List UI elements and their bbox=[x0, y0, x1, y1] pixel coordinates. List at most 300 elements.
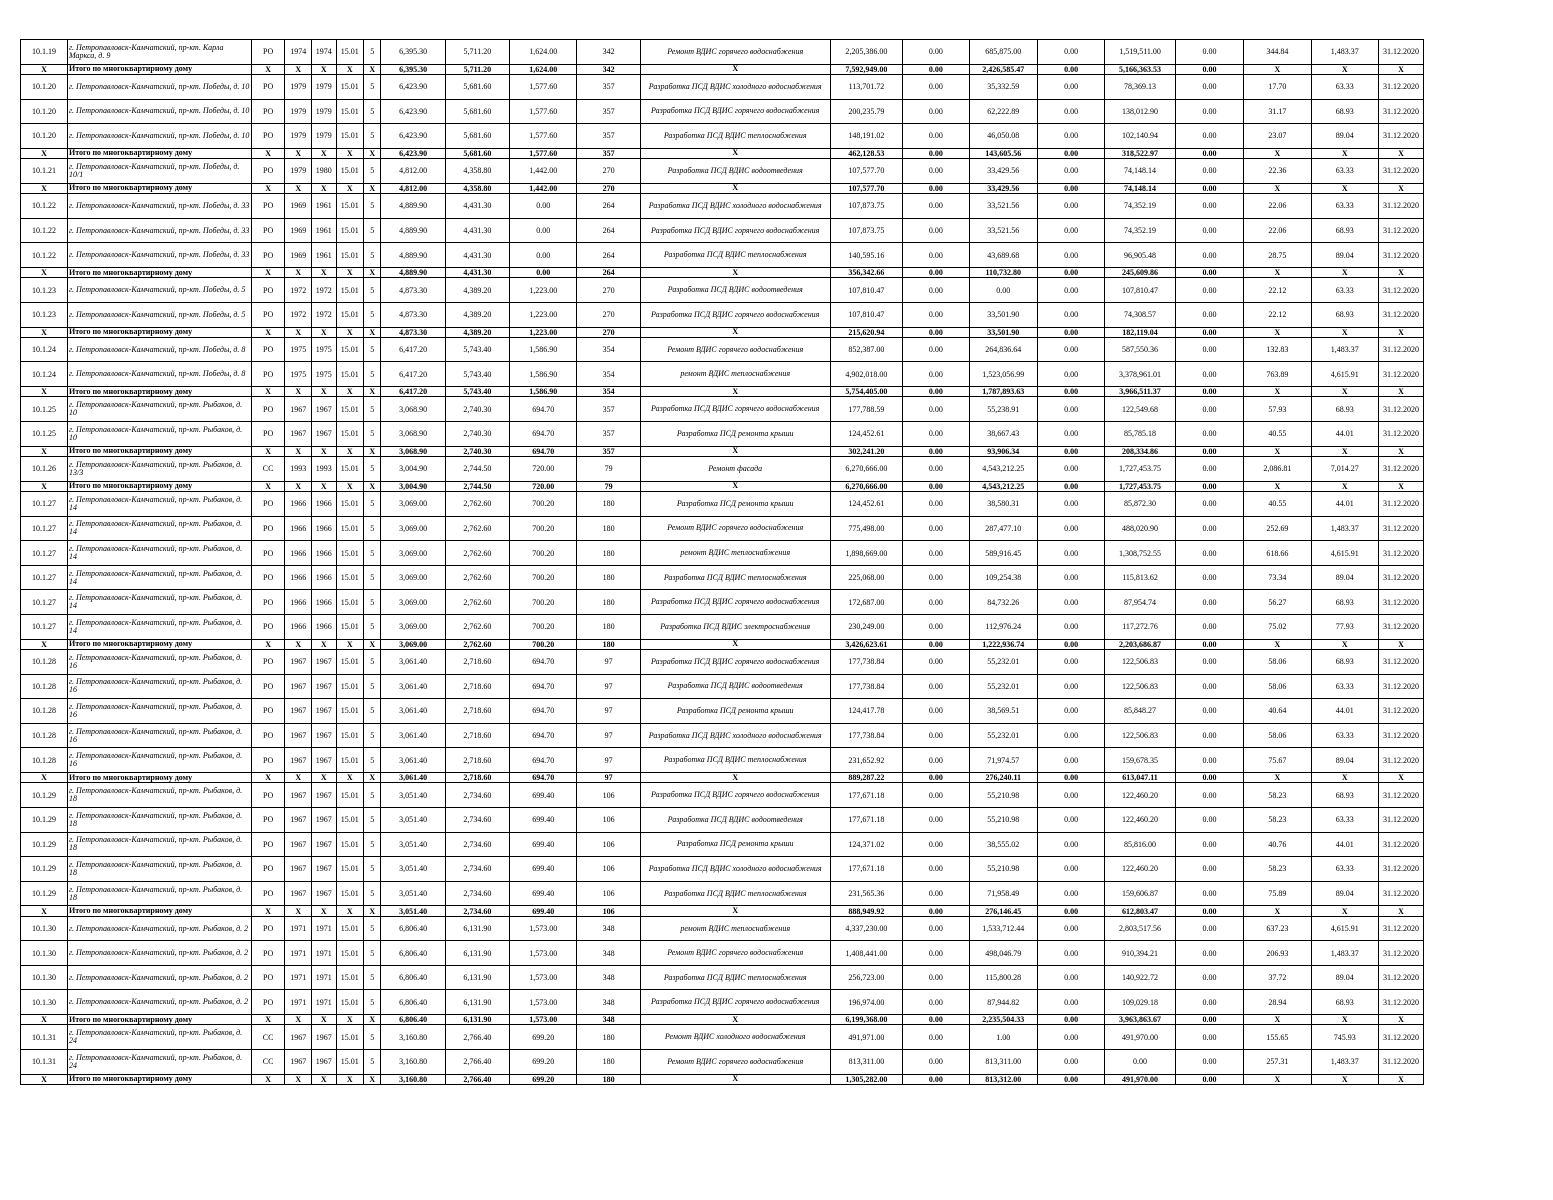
year-built-cell: X bbox=[285, 639, 312, 649]
completion-date-cell: 31.12.2020 bbox=[1378, 649, 1423, 674]
floors-cell: X bbox=[364, 1015, 381, 1025]
federal-funds-cell: 0.00 bbox=[903, 337, 969, 362]
federal-funds-cell: 0.00 bbox=[903, 906, 969, 916]
table-row bbox=[21, 337, 1424, 362]
work-type-cell: Разработка ПСД ВДИС водоотведения bbox=[640, 807, 830, 832]
total-area-cell: 3,069.00 bbox=[381, 565, 445, 590]
municipal-funds-cell: 0.00 bbox=[1037, 541, 1104, 566]
federal-funds-cell: 0.00 bbox=[903, 565, 969, 590]
year-built-cell: 1966 bbox=[285, 615, 312, 640]
cost-per-sqm-cell: 75.02 bbox=[1244, 615, 1311, 640]
federal-funds-cell: 0.00 bbox=[903, 941, 969, 966]
nonresidential-area-cell: 1,223.00 bbox=[510, 327, 577, 337]
row-number-cell: 10.1.27 bbox=[21, 565, 68, 590]
municipal-funds-cell: 0.00 bbox=[1037, 397, 1104, 422]
address-cell: г. Петропавловск-Камчатский, пр-кт. Карла Маркса, д. 9 bbox=[67, 40, 251, 65]
residential-area-cell: 4,389.20 bbox=[445, 278, 509, 303]
total-area-cell: 4,873.30 bbox=[381, 302, 445, 327]
nonresidential-area-cell: 1,442.00 bbox=[510, 183, 577, 193]
owner-funds-cell: 85,848.27 bbox=[1105, 699, 1175, 724]
completion-date-cell: 31.12.2020 bbox=[1378, 1025, 1423, 1050]
municipal-funds-cell: 0.00 bbox=[1037, 748, 1104, 773]
floors-cell: 5 bbox=[364, 1050, 381, 1075]
total-area-cell: 3,004.90 bbox=[381, 457, 445, 482]
nonresidential-area-cell: 720.00 bbox=[510, 457, 577, 482]
address-cell: г. Петропавловск-Камчатский, пр-кт. Рыбаков, д. 14 bbox=[67, 615, 251, 640]
federal-funds-cell: 0.00 bbox=[903, 990, 969, 1015]
max-cost-per-sqm-cell: 1,483.37 bbox=[1311, 40, 1378, 65]
work-type-cell: Разработка ПСД ВДИС теплоснабжения bbox=[640, 965, 830, 990]
max-cost-per-sqm-cell: 68.93 bbox=[1311, 99, 1378, 124]
regional-funds-cell: 115,800.28 bbox=[969, 965, 1037, 990]
cost-per-sqm-cell: 75.89 bbox=[1244, 881, 1311, 906]
other-funds-cell: 0.00 bbox=[1175, 218, 1243, 243]
total-area-cell: 3,051.40 bbox=[381, 881, 445, 906]
cost-per-sqm-cell: 618.66 bbox=[1244, 541, 1311, 566]
completion-date-cell: 31.12.2020 bbox=[1378, 965, 1423, 990]
address-cell: Итого по многоквартирному дому bbox=[67, 446, 251, 456]
municipal-funds-cell: 0.00 bbox=[1037, 218, 1104, 243]
total-area-cell: 3,069.00 bbox=[381, 590, 445, 615]
address-cell: г. Петропавловск-Камчатский, пр-кт. Рыбаков, д. 16 bbox=[67, 699, 251, 724]
total-area-cell: 4,812.00 bbox=[381, 159, 445, 184]
residential-area-cell: 2,766.40 bbox=[445, 1025, 509, 1050]
municipal-funds-cell: 0.00 bbox=[1037, 941, 1104, 966]
row-number-cell: 10.1.30 bbox=[21, 941, 68, 966]
total-cost-cell: 107,873.75 bbox=[830, 218, 902, 243]
total-area-cell: 4,873.30 bbox=[381, 278, 445, 303]
total-area-cell: 6,395.30 bbox=[381, 40, 445, 65]
floors-cell: 5 bbox=[364, 941, 381, 966]
residential-area-cell: 2,744.50 bbox=[445, 457, 509, 482]
completion-date-cell: 31.12.2020 bbox=[1378, 362, 1423, 387]
row-number-cell: 10.1.27 bbox=[21, 590, 68, 615]
floors-cell: 5 bbox=[364, 723, 381, 748]
owner-funds-cell: 122,460.20 bbox=[1105, 857, 1175, 882]
federal-funds-cell: 0.00 bbox=[903, 590, 969, 615]
year-built-cell: X bbox=[285, 906, 312, 916]
wall-material-cell: 15.01 bbox=[336, 941, 364, 966]
owner-funds-cell: 138,012.90 bbox=[1105, 99, 1175, 124]
floors-cell: 5 bbox=[364, 218, 381, 243]
ownership-type-cell: РО bbox=[251, 159, 285, 184]
total-area-cell: 4,812.00 bbox=[381, 183, 445, 193]
year-commissioned-cell: 1979 bbox=[312, 124, 337, 149]
total-row bbox=[21, 64, 1424, 74]
regional-funds-cell: 1,523,056.99 bbox=[969, 362, 1037, 387]
total-cost-cell: 177,738.84 bbox=[830, 674, 902, 699]
municipal-funds-cell: 0.00 bbox=[1037, 243, 1104, 268]
completion-date-cell: X bbox=[1378, 183, 1423, 193]
address-cell: Итого по многоквартирному дому bbox=[67, 64, 251, 74]
work-type-cell: X bbox=[640, 1074, 830, 1084]
other-funds-cell: 0.00 bbox=[1175, 457, 1243, 482]
residential-area-cell: 4,389.20 bbox=[445, 302, 509, 327]
federal-funds-cell: 0.00 bbox=[903, 516, 969, 541]
year-commissioned-cell: 1971 bbox=[312, 990, 337, 1015]
total-cost-cell: 888,949.92 bbox=[830, 906, 902, 916]
floors-cell: 5 bbox=[364, 832, 381, 857]
year-commissioned-cell: X bbox=[312, 64, 337, 74]
row-number-cell: X bbox=[21, 327, 68, 337]
floors-cell: 5 bbox=[364, 40, 381, 65]
table-row bbox=[21, 74, 1424, 99]
owner-funds-cell: 491,970.00 bbox=[1105, 1074, 1175, 1084]
total-cost-cell: 6,270,666.00 bbox=[830, 457, 902, 482]
year-built-cell: X bbox=[285, 64, 312, 74]
cost-per-sqm-cell: 344.84 bbox=[1244, 40, 1311, 65]
wall-material-cell: 15.01 bbox=[336, 541, 364, 566]
address-cell: г. Петропавловск-Камчатский, пр-кт. Рыбаков, д. 14 bbox=[67, 492, 251, 517]
regional-funds-cell: 55,232.01 bbox=[969, 649, 1037, 674]
regional-funds-cell: 287,477.10 bbox=[969, 516, 1037, 541]
floors-cell: X bbox=[364, 387, 381, 397]
year-built-cell: 1979 bbox=[285, 159, 312, 184]
year-commissioned-cell: X bbox=[312, 183, 337, 193]
row-number-cell: 10.1.30 bbox=[21, 965, 68, 990]
address-cell: г. Петропавловск-Камчатский, пр-кт. Рыбаков, д. 18 bbox=[67, 807, 251, 832]
owner-funds-cell: 613,047.11 bbox=[1105, 772, 1175, 782]
ownership-type-cell: РО bbox=[251, 649, 285, 674]
total-area-cell: 3,069.00 bbox=[381, 492, 445, 517]
residents-count-cell: 79 bbox=[577, 457, 640, 482]
municipal-funds-cell: 0.00 bbox=[1037, 990, 1104, 1015]
year-commissioned-cell: X bbox=[312, 481, 337, 491]
nonresidential-area-cell: 1,573.00 bbox=[510, 1015, 577, 1025]
ownership-type-cell: РО bbox=[251, 990, 285, 1015]
regional-funds-cell: 55,232.01 bbox=[969, 723, 1037, 748]
residential-area-cell: 2,734.60 bbox=[445, 832, 509, 857]
residential-area-cell: 2,718.60 bbox=[445, 723, 509, 748]
total-cost-cell: 231,652.92 bbox=[830, 748, 902, 773]
address-cell: г. Петропавловск-Камчатский, пр-кт. Победы, д. 5 bbox=[67, 302, 251, 327]
cost-per-sqm-cell: 22.06 bbox=[1244, 194, 1311, 219]
residents-count-cell: 180 bbox=[577, 565, 640, 590]
wall-material-cell: 15.01 bbox=[336, 492, 364, 517]
total-area-cell: 6,423.90 bbox=[381, 124, 445, 149]
residents-count-cell: 180 bbox=[577, 615, 640, 640]
floors-cell: 5 bbox=[364, 99, 381, 124]
wall-material-cell: 15.01 bbox=[336, 337, 364, 362]
residents-count-cell: 180 bbox=[577, 492, 640, 517]
year-built-cell: X bbox=[285, 481, 312, 491]
work-type-cell: Ремонт фасада bbox=[640, 457, 830, 482]
other-funds-cell: 0.00 bbox=[1175, 723, 1243, 748]
total-cost-cell: 6,199,368.00 bbox=[830, 1015, 902, 1025]
work-type-cell: Разработка ПСД ВДИС горячего водоснабжения bbox=[640, 590, 830, 615]
table-row bbox=[21, 881, 1424, 906]
total-area-cell: 3,069.00 bbox=[381, 516, 445, 541]
residential-area-cell: 4,431.30 bbox=[445, 243, 509, 268]
max-cost-per-sqm-cell: 4,615.91 bbox=[1311, 362, 1378, 387]
wall-material-cell: 15.01 bbox=[336, 807, 364, 832]
cost-per-sqm-cell: X bbox=[1244, 772, 1311, 782]
municipal-funds-cell: 0.00 bbox=[1037, 699, 1104, 724]
total-cost-cell: 107,873.75 bbox=[830, 194, 902, 219]
ownership-type-cell: X bbox=[251, 183, 285, 193]
federal-funds-cell: 0.00 bbox=[903, 218, 969, 243]
max-cost-per-sqm-cell: 89.04 bbox=[1311, 748, 1378, 773]
completion-date-cell: 31.12.2020 bbox=[1378, 723, 1423, 748]
owner-funds-cell: 910,394.21 bbox=[1105, 941, 1175, 966]
row-number-cell: 10.1.27 bbox=[21, 516, 68, 541]
ownership-type-cell: РО bbox=[251, 615, 285, 640]
residential-area-cell: 5,711.20 bbox=[445, 40, 509, 65]
completion-date-cell: 31.12.2020 bbox=[1378, 881, 1423, 906]
municipal-funds-cell: 0.00 bbox=[1037, 422, 1104, 447]
year-built-cell: 1967 bbox=[285, 649, 312, 674]
cost-per-sqm-cell: X bbox=[1244, 64, 1311, 74]
regional-funds-cell: 62,222.89 bbox=[969, 99, 1037, 124]
residents-count-cell: 106 bbox=[577, 857, 640, 882]
nonresidential-area-cell: 699.40 bbox=[510, 857, 577, 882]
municipal-funds-cell: 0.00 bbox=[1037, 615, 1104, 640]
total-area-cell: 3,061.40 bbox=[381, 649, 445, 674]
regional-funds-cell: 0.00 bbox=[969, 278, 1037, 303]
residents-count-cell: 264 bbox=[577, 243, 640, 268]
year-built-cell: 1967 bbox=[285, 748, 312, 773]
wall-material-cell: X bbox=[336, 1015, 364, 1025]
nonresidential-area-cell: 699.40 bbox=[510, 783, 577, 808]
cost-per-sqm-cell: 40.76 bbox=[1244, 832, 1311, 857]
row-number-cell: 10.1.20 bbox=[21, 74, 68, 99]
address-cell: Итого по многоквартирному дому bbox=[67, 148, 251, 158]
other-funds-cell: 0.00 bbox=[1175, 772, 1243, 782]
cost-per-sqm-cell: 58.23 bbox=[1244, 857, 1311, 882]
year-commissioned-cell: 1967 bbox=[312, 1025, 337, 1050]
floors-cell: 5 bbox=[364, 159, 381, 184]
other-funds-cell: 0.00 bbox=[1175, 74, 1243, 99]
table-row bbox=[21, 516, 1424, 541]
owner-funds-cell: 74,352.19 bbox=[1105, 194, 1175, 219]
total-cost-cell: 124,417.78 bbox=[830, 699, 902, 724]
ownership-type-cell: РО bbox=[251, 748, 285, 773]
year-commissioned-cell: 1967 bbox=[312, 397, 337, 422]
residential-area-cell: 4,389.20 bbox=[445, 327, 509, 337]
year-commissioned-cell: 1975 bbox=[312, 362, 337, 387]
residents-count-cell: 106 bbox=[577, 881, 640, 906]
residents-count-cell: 264 bbox=[577, 194, 640, 219]
municipal-funds-cell: 0.00 bbox=[1037, 124, 1104, 149]
cost-per-sqm-cell: 132.83 bbox=[1244, 337, 1311, 362]
residential-area-cell: 2,762.60 bbox=[445, 492, 509, 517]
total-cost-cell: 462,128.53 bbox=[830, 148, 902, 158]
year-commissioned-cell: 1971 bbox=[312, 916, 337, 941]
owner-funds-cell: 182,119.04 bbox=[1105, 327, 1175, 337]
max-cost-per-sqm-cell: 68.93 bbox=[1311, 590, 1378, 615]
completion-date-cell: 31.12.2020 bbox=[1378, 916, 1423, 941]
year-commissioned-cell: 1993 bbox=[312, 457, 337, 482]
ownership-type-cell: X bbox=[251, 906, 285, 916]
table-row bbox=[21, 457, 1424, 482]
regional-funds-cell: 264,836.64 bbox=[969, 337, 1037, 362]
year-built-cell: 1966 bbox=[285, 492, 312, 517]
municipal-funds-cell: 0.00 bbox=[1037, 148, 1104, 158]
total-cost-cell: 215,620.94 bbox=[830, 327, 902, 337]
max-cost-per-sqm-cell: 63.33 bbox=[1311, 674, 1378, 699]
floors-cell: 5 bbox=[364, 124, 381, 149]
table-row bbox=[21, 159, 1424, 184]
work-type-cell: X bbox=[640, 387, 830, 397]
row-number-cell: 10.1.31 bbox=[21, 1025, 68, 1050]
work-type-cell: Ремонт ВДИС горячего водоснабжения bbox=[640, 1050, 830, 1075]
floors-cell: 5 bbox=[364, 492, 381, 517]
residential-area-cell: 5,681.60 bbox=[445, 124, 509, 149]
total-cost-cell: 230,249.00 bbox=[830, 615, 902, 640]
year-commissioned-cell: 1972 bbox=[312, 302, 337, 327]
total-row bbox=[21, 387, 1424, 397]
cost-per-sqm-cell: 22.06 bbox=[1244, 218, 1311, 243]
regional-funds-cell: 33,521.56 bbox=[969, 218, 1037, 243]
cost-per-sqm-cell: 257.31 bbox=[1244, 1050, 1311, 1075]
work-type-cell: X bbox=[640, 906, 830, 916]
work-type-cell: Разработка ПСД ВДИС холодного водоснабжения bbox=[640, 857, 830, 882]
wall-material-cell: 15.01 bbox=[336, 881, 364, 906]
residential-area-cell: 2,762.60 bbox=[445, 615, 509, 640]
address-cell: г. Петропавловск-Камчатский, пр-кт. Рыбаков, д. 14 bbox=[67, 590, 251, 615]
residents-count-cell: 270 bbox=[577, 278, 640, 303]
table-row bbox=[21, 218, 1424, 243]
total-area-cell: 4,889.90 bbox=[381, 243, 445, 268]
table-row bbox=[21, 783, 1424, 808]
owner-funds-cell: 78,369.13 bbox=[1105, 74, 1175, 99]
work-type-cell: Разработка ПСД ВДИС горячего водоснабжения bbox=[640, 783, 830, 808]
nonresidential-area-cell: 700.20 bbox=[510, 516, 577, 541]
nonresidential-area-cell: 694.70 bbox=[510, 397, 577, 422]
total-cost-cell: 177,671.18 bbox=[830, 807, 902, 832]
other-funds-cell: 0.00 bbox=[1175, 832, 1243, 857]
nonresidential-area-cell: 694.70 bbox=[510, 699, 577, 724]
cost-per-sqm-cell: 155.65 bbox=[1244, 1025, 1311, 1050]
residential-area-cell: 4,431.30 bbox=[445, 194, 509, 219]
cost-per-sqm-cell: 23.07 bbox=[1244, 124, 1311, 149]
max-cost-per-sqm-cell: 63.33 bbox=[1311, 857, 1378, 882]
cost-per-sqm-cell: X bbox=[1244, 906, 1311, 916]
row-number-cell: 10.1.30 bbox=[21, 990, 68, 1015]
work-type-cell: X bbox=[640, 267, 830, 277]
federal-funds-cell: 0.00 bbox=[903, 615, 969, 640]
regional-funds-cell: 55,210.98 bbox=[969, 783, 1037, 808]
federal-funds-cell: 0.00 bbox=[903, 748, 969, 773]
table-row bbox=[21, 615, 1424, 640]
other-funds-cell: 0.00 bbox=[1175, 397, 1243, 422]
residents-count-cell: 357 bbox=[577, 446, 640, 456]
table-body bbox=[21, 40, 1424, 1085]
address-cell: Итого по многоквартирному дому bbox=[67, 481, 251, 491]
cost-per-sqm-cell: 22.12 bbox=[1244, 302, 1311, 327]
owner-funds-cell: 85,785.18 bbox=[1105, 422, 1175, 447]
row-number-cell: 10.1.28 bbox=[21, 748, 68, 773]
residential-area-cell: 2,740.30 bbox=[445, 422, 509, 447]
work-type-cell: ремонт ВДИС теплоснабжения bbox=[640, 916, 830, 941]
year-commissioned-cell: 1966 bbox=[312, 492, 337, 517]
work-type-cell: X bbox=[640, 183, 830, 193]
address-cell: г. Петропавловск-Камчатский, пр-кт. Рыбаков, д. 16 bbox=[67, 723, 251, 748]
regional-funds-cell: 2,426,585.47 bbox=[969, 64, 1037, 74]
floors-cell: 5 bbox=[364, 541, 381, 566]
max-cost-per-sqm-cell: 89.04 bbox=[1311, 881, 1378, 906]
regional-funds-cell: 813,311.00 bbox=[969, 1050, 1037, 1075]
owner-funds-cell: 159,678.35 bbox=[1105, 748, 1175, 773]
work-type-cell: Разработка ПСД ВДИС водоотведения bbox=[640, 278, 830, 303]
federal-funds-cell: 0.00 bbox=[903, 1074, 969, 1084]
federal-funds-cell: 0.00 bbox=[903, 159, 969, 184]
total-area-cell: 3,061.40 bbox=[381, 748, 445, 773]
wall-material-cell: 15.01 bbox=[336, 516, 364, 541]
residents-count-cell: 97 bbox=[577, 772, 640, 782]
other-funds-cell: 0.00 bbox=[1175, 941, 1243, 966]
work-type-cell: X bbox=[640, 1015, 830, 1025]
year-commissioned-cell: 1966 bbox=[312, 590, 337, 615]
completion-date-cell: X bbox=[1378, 327, 1423, 337]
federal-funds-cell: 0.00 bbox=[903, 302, 969, 327]
wall-material-cell: 15.01 bbox=[336, 674, 364, 699]
other-funds-cell: 0.00 bbox=[1175, 916, 1243, 941]
year-built-cell: 1971 bbox=[285, 990, 312, 1015]
regional-funds-cell: 4,543,212.25 bbox=[969, 457, 1037, 482]
year-built-cell: 1967 bbox=[285, 674, 312, 699]
residents-count-cell: 348 bbox=[577, 990, 640, 1015]
owner-funds-cell: 85,872.30 bbox=[1105, 492, 1175, 517]
ownership-type-cell: X bbox=[251, 327, 285, 337]
wall-material-cell: 15.01 bbox=[336, 615, 364, 640]
ownership-type-cell: РО bbox=[251, 397, 285, 422]
municipal-funds-cell: 0.00 bbox=[1037, 64, 1104, 74]
regional-funds-cell: 1.00 bbox=[969, 1025, 1037, 1050]
other-funds-cell: 0.00 bbox=[1175, 492, 1243, 517]
cost-per-sqm-cell: X bbox=[1244, 387, 1311, 397]
year-commissioned-cell: X bbox=[312, 267, 337, 277]
ownership-type-cell: РО bbox=[251, 590, 285, 615]
federal-funds-cell: 0.00 bbox=[903, 278, 969, 303]
address-cell: г. Петропавловск-Камчатский, пр-кт. Рыбаков, д. 14 bbox=[67, 565, 251, 590]
cost-per-sqm-cell: X bbox=[1244, 446, 1311, 456]
wall-material-cell: X bbox=[336, 267, 364, 277]
total-cost-cell: 225,068.00 bbox=[830, 565, 902, 590]
regional-funds-cell: 55,210.98 bbox=[969, 807, 1037, 832]
residents-count-cell: 97 bbox=[577, 723, 640, 748]
year-commissioned-cell: 1966 bbox=[312, 615, 337, 640]
work-type-cell: X bbox=[640, 446, 830, 456]
other-funds-cell: 0.00 bbox=[1175, 481, 1243, 491]
cost-per-sqm-cell: 252.69 bbox=[1244, 516, 1311, 541]
nonresidential-area-cell: 699.20 bbox=[510, 1025, 577, 1050]
other-funds-cell: 0.00 bbox=[1175, 302, 1243, 327]
owner-funds-cell: 140,922.72 bbox=[1105, 965, 1175, 990]
other-funds-cell: 0.00 bbox=[1175, 40, 1243, 65]
ownership-type-cell: РО bbox=[251, 783, 285, 808]
owner-funds-cell: 102,140.94 bbox=[1105, 124, 1175, 149]
residential-area-cell: 6,131.90 bbox=[445, 1015, 509, 1025]
residents-count-cell: 270 bbox=[577, 327, 640, 337]
regional-funds-cell: 93,906.34 bbox=[969, 446, 1037, 456]
federal-funds-cell: 0.00 bbox=[903, 99, 969, 124]
other-funds-cell: 0.00 bbox=[1175, 362, 1243, 387]
year-commissioned-cell: 1967 bbox=[312, 832, 337, 857]
cost-per-sqm-cell: X bbox=[1244, 183, 1311, 193]
completion-date-cell: 31.12.2020 bbox=[1378, 124, 1423, 149]
max-cost-per-sqm-cell: 89.04 bbox=[1311, 565, 1378, 590]
residents-count-cell: 79 bbox=[577, 481, 640, 491]
residents-count-cell: 97 bbox=[577, 674, 640, 699]
max-cost-per-sqm-cell: 68.93 bbox=[1311, 990, 1378, 1015]
residential-area-cell: 2,762.60 bbox=[445, 565, 509, 590]
nonresidential-area-cell: 694.70 bbox=[510, 446, 577, 456]
row-number-cell: 10.1.29 bbox=[21, 783, 68, 808]
total-row bbox=[21, 639, 1424, 649]
table-row bbox=[21, 990, 1424, 1015]
year-commissioned-cell: 1967 bbox=[312, 881, 337, 906]
